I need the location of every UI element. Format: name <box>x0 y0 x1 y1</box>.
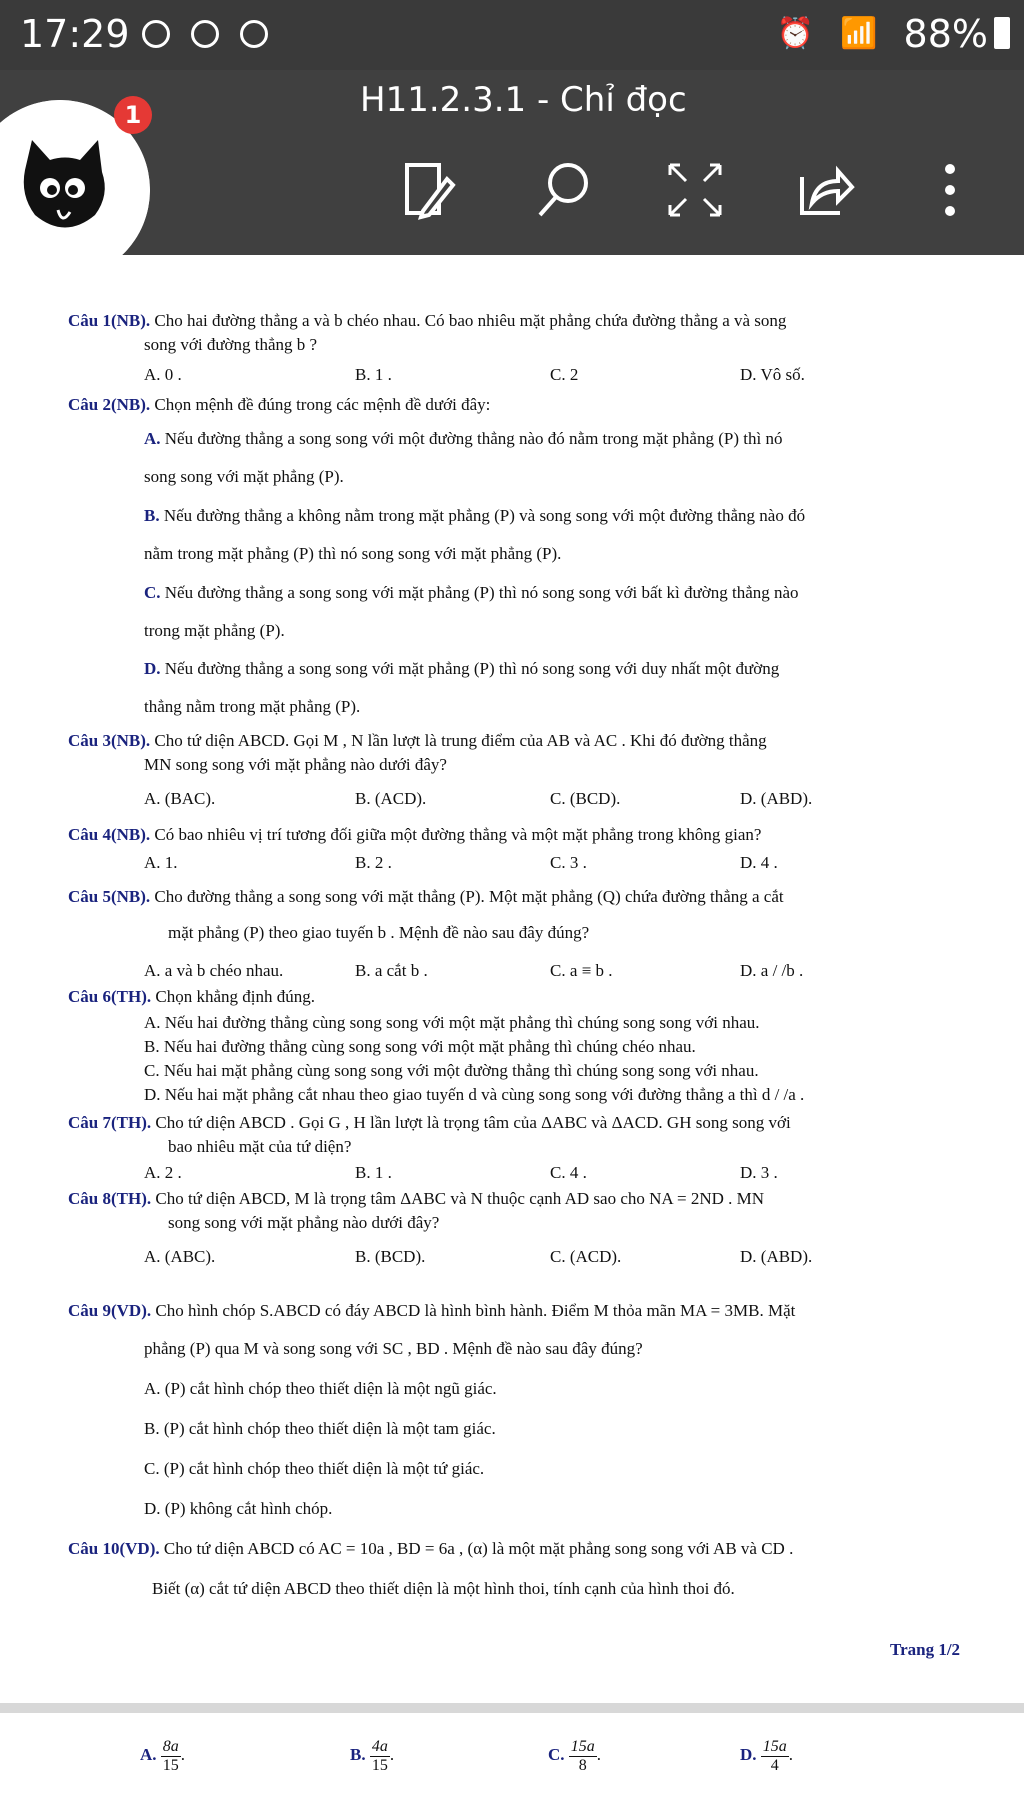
question-10 <box>68 1538 793 1561</box>
question-label: Câu 9(VD). <box>68 1301 152 1320</box>
question-text: Chọn khẳng định đúng. <box>155 987 315 1006</box>
question-text: Cho hai đường thẳng a và b chéo nhau. Có bao nhiêu mặt phẳng chứa đường thẳng a và song <box>154 311 787 330</box>
question-text: Cho hình chóp S.ABCD có đáy ABCD là hình bình hành. Điểm M thỏa mãn MA = 3MB. Mặt <box>155 1301 796 1320</box>
status-time: 17:29 <box>20 12 130 56</box>
option-a: A. a và b chéo nhau. <box>144 961 284 980</box>
option-a: A. (BAC). <box>144 789 216 808</box>
question-text: phẳng (P) qua M và song song với SC , BD . Mệnh đề nào sau đây đúng? <box>144 1339 643 1358</box>
option-b: B. 2 . <box>355 853 392 872</box>
question-label: Câu 7(TH). <box>68 1113 152 1132</box>
battery-level: 88% <box>903 12 988 56</box>
option-b: B. Nếu đường thẳng a không nằm trong mặt phẳng (P) và song song với một đường thẳng nào đó <box>144 506 806 525</box>
question-text: bao nhiêu mặt của tứ diện? <box>168 1137 352 1156</box>
option-d: D. $\frac{15a}{4}$ . <box>740 1738 794 1774</box>
option-b: B. Nếu hai đường thẳng cùng song song với một mặt phẳng thì chúng chéo nhau. <box>144 1037 696 1056</box>
question-9 <box>68 1300 795 1323</box>
option-a: A. Nếu hai đường thẳng cùng song song với một mặt phẳng thì chúng song song với nhau. <box>144 1013 760 1032</box>
option-c: C. a ≡ b . <box>550 961 613 980</box>
question-1 <box>68 310 786 333</box>
question-label: Câu 1(NB). <box>68 311 151 330</box>
option-c: C. (P) cắt hình chóp theo thiết diện là một tứ giác. <box>144 1459 485 1478</box>
option-a: A. 2 . <box>144 1163 182 1182</box>
option-a: A. 1. <box>144 853 178 872</box>
fraction: $\frac{15a}{4}$ <box>762 1738 787 1774</box>
page-separator <box>0 1703 1024 1713</box>
option-d: D. Nếu hai mặt phẳng cắt nhau theo giao tuyến d và cùng song song với đường thẳng a thì d / /a . <box>144 1085 805 1104</box>
option-b: B. (P) cắt hình chóp theo thiết diện là một tam giác. <box>144 1419 496 1438</box>
app-header <box>0 70 1024 255</box>
question-text: MN song song với mặt phẳng nào dưới đây? <box>144 755 447 774</box>
option-d: D. Nếu đường thẳng a song song với mặt phẳng (P) thì nó song song với duy nhất một đường <box>144 659 780 678</box>
option-label: D. <box>740 1745 757 1764</box>
option-d: D. a / /b . <box>740 961 804 980</box>
question-text: Có bao nhiêu vị trí tương đối giữa một đường thẳng và một mặt phẳng trong không gian? <box>154 825 762 844</box>
option-a: A. Nếu đường thẳng a song song với một đường thẳng nào đó nằm trong mặt phẳng (P) thì nó <box>144 429 783 448</box>
option-text: Nếu đường thẳng a song song với mặt phẳng (P) thì nó song song với duy nhất một đường <box>164 659 780 678</box>
fraction: $\frac{4a}{15}$ <box>371 1738 388 1774</box>
question-label: Câu 5(NB). <box>68 887 151 906</box>
option-b: B. $\frac{4a}{15}$ . <box>350 1738 395 1774</box>
notification-icons <box>142 20 284 52</box>
option-label: B. <box>350 1745 366 1764</box>
option-c: C. 2 <box>550 365 579 384</box>
option-label: C. <box>548 1745 565 1764</box>
question-5 <box>68 886 784 909</box>
option-a: A. (ABC). <box>144 1247 216 1266</box>
option-c: C. 3 . <box>550 853 587 872</box>
option-b: B. a cắt b . <box>355 961 428 980</box>
question-8 <box>68 1188 764 1211</box>
fraction: $\frac{15a}{8}$ <box>570 1738 595 1774</box>
question-text: Cho tứ diện ABCD, M là trọng tâm ΔABC và N thuộc cạnh AD sao cho NA = 2ND . MN <box>155 1189 765 1208</box>
question-label: Câu 4(NB). <box>68 825 151 844</box>
question-4 <box>68 824 761 847</box>
option-c: C. (ACD). <box>550 1247 622 1266</box>
question-text: Biết (α) cắt tứ diện ABCD theo thiết diện là một hình thoi, tính cạnh của hình thoi đó. <box>152 1579 735 1598</box>
option-label: A. <box>140 1745 157 1764</box>
question-2 <box>68 394 490 417</box>
question-text: Cho tứ diện ABCD có AC = 10a , BD = 6a , (α) là một mặt phẳng song song với AB và CD . <box>163 1539 794 1558</box>
option-b: B. 1 . <box>355 365 392 384</box>
battery-icon <box>994 17 1010 49</box>
option-b: B. (BCD). <box>355 1247 426 1266</box>
option-b: B. (ACD). <box>355 789 427 808</box>
question-7 <box>68 1112 791 1135</box>
option-a: A. $\frac{8a}{15}$ . <box>140 1738 186 1774</box>
notification-icon <box>142 20 170 48</box>
search-button[interactable] <box>528 155 598 225</box>
option-d: D. (ABD). <box>740 1247 813 1266</box>
option-b-cont: nằm trong mặt phẳng (P) thì nó song song với mặt phẳng (P). <box>144 544 562 563</box>
option-c: C. (BCD). <box>550 789 621 808</box>
fullscreen-button[interactable] <box>660 155 730 225</box>
share-icon <box>790 155 860 225</box>
option-a: A. 0 . <box>144 365 182 384</box>
notification-badge: 1 <box>114 96 152 134</box>
option-d: D. (ABD). <box>740 789 813 808</box>
more-vertical-icon <box>915 155 985 225</box>
page-number: Trang 1/2 <box>890 1640 961 1659</box>
option-d: D. 3 . <box>740 1163 778 1182</box>
question-text: Cho tứ diện ABCD . Gọi G , H lần lượt là trọng tâm của ΔABC và ΔACD. GH song song với <box>155 1113 791 1132</box>
fraction: $\frac{8a}{15}$ <box>162 1738 179 1774</box>
option-c: C. Nếu hai mặt phẳng cùng song song với một đường thẳng thì chúng song song với nhau. <box>144 1061 759 1080</box>
question-text: Cho đường thẳng a song song với mặt thẳng (P). Một mặt phẳng (Q) chứa đường thẳng a cắt <box>154 887 784 906</box>
question-text: Cho tứ diện ABCD. Gọi M , N lần lượt là trung điểm của AB và AC . Khi đó đường thẳng <box>154 731 767 750</box>
option-d: D. Vô số. <box>740 365 805 384</box>
question-3 <box>68 730 767 753</box>
option-c: C. Nếu đường thẳng a song song với mặt phẳng (P) thì nó song song với bất kì đường thẳng nào <box>144 583 799 602</box>
option-d-cont: thẳng nằm trong mặt phẳng (P). <box>144 697 361 716</box>
wifi-icon: 📶 <box>840 16 878 51</box>
fullscreen-icon <box>660 155 730 225</box>
question-label: Câu 6(TH). <box>68 987 152 1006</box>
more-options-button[interactable] <box>915 155 985 225</box>
option-b: B. 1 . <box>355 1163 392 1182</box>
alarm-icon: ⏰ <box>776 16 814 51</box>
question-6 <box>68 986 315 1009</box>
question-text: mặt phẳng (P) theo giao tuyến b . Mệnh đề nào sau đây đúng? <box>168 923 590 942</box>
messenger-icon <box>191 20 219 48</box>
edit-button[interactable] <box>395 155 465 225</box>
option-a: A. (P) cắt hình chóp theo thiết diện là một ngũ giác. <box>144 1379 497 1398</box>
option-c: C. $\frac{15a}{8}$ . <box>548 1738 602 1774</box>
option-a-cont: song song với mặt phẳng (P). <box>144 467 344 486</box>
status-bar <box>0 0 1024 70</box>
messenger-icon <box>240 20 268 48</box>
edit-icon <box>395 155 465 225</box>
question-text: Chọn mệnh đề đúng trong các mệnh đề dưới đây: <box>154 395 491 414</box>
option-d: D. 4 . <box>740 853 778 872</box>
search-icon <box>528 155 598 225</box>
option-text: Nếu đường thẳng a không nằm trong mặt phẳng (P) và song song với một đường thẳng nào đó <box>163 506 806 525</box>
option-c: C. 4 . <box>550 1163 587 1182</box>
question-text: song song với mặt phẳng nào dưới đây? <box>168 1213 440 1232</box>
question-label: Câu 8(TH). <box>68 1189 152 1208</box>
option-text: Nếu đường thẳng a song song với một đường thẳng nào đó nằm trong mặt phẳng (P) thì nó <box>164 429 783 448</box>
document-title: H11.2.3.1 - Chỉ đọc <box>360 80 687 120</box>
share-button[interactable] <box>790 155 860 225</box>
question-label: Câu 2(NB). <box>68 395 151 414</box>
option-c-cont: trong mặt phẳng (P). <box>144 621 285 640</box>
status-right <box>777 12 1010 56</box>
question-text: song với đường thẳng b ? <box>144 335 318 354</box>
question-label: Câu 3(NB). <box>68 731 151 750</box>
option-d: D. (P) không cắt hình chóp. <box>144 1499 333 1518</box>
question-label: Câu 10(VD). <box>68 1539 160 1558</box>
option-text: Nếu đường thẳng a song song với mặt phẳng (P) thì nó song song với bất kì đường thẳng nào <box>164 583 799 602</box>
